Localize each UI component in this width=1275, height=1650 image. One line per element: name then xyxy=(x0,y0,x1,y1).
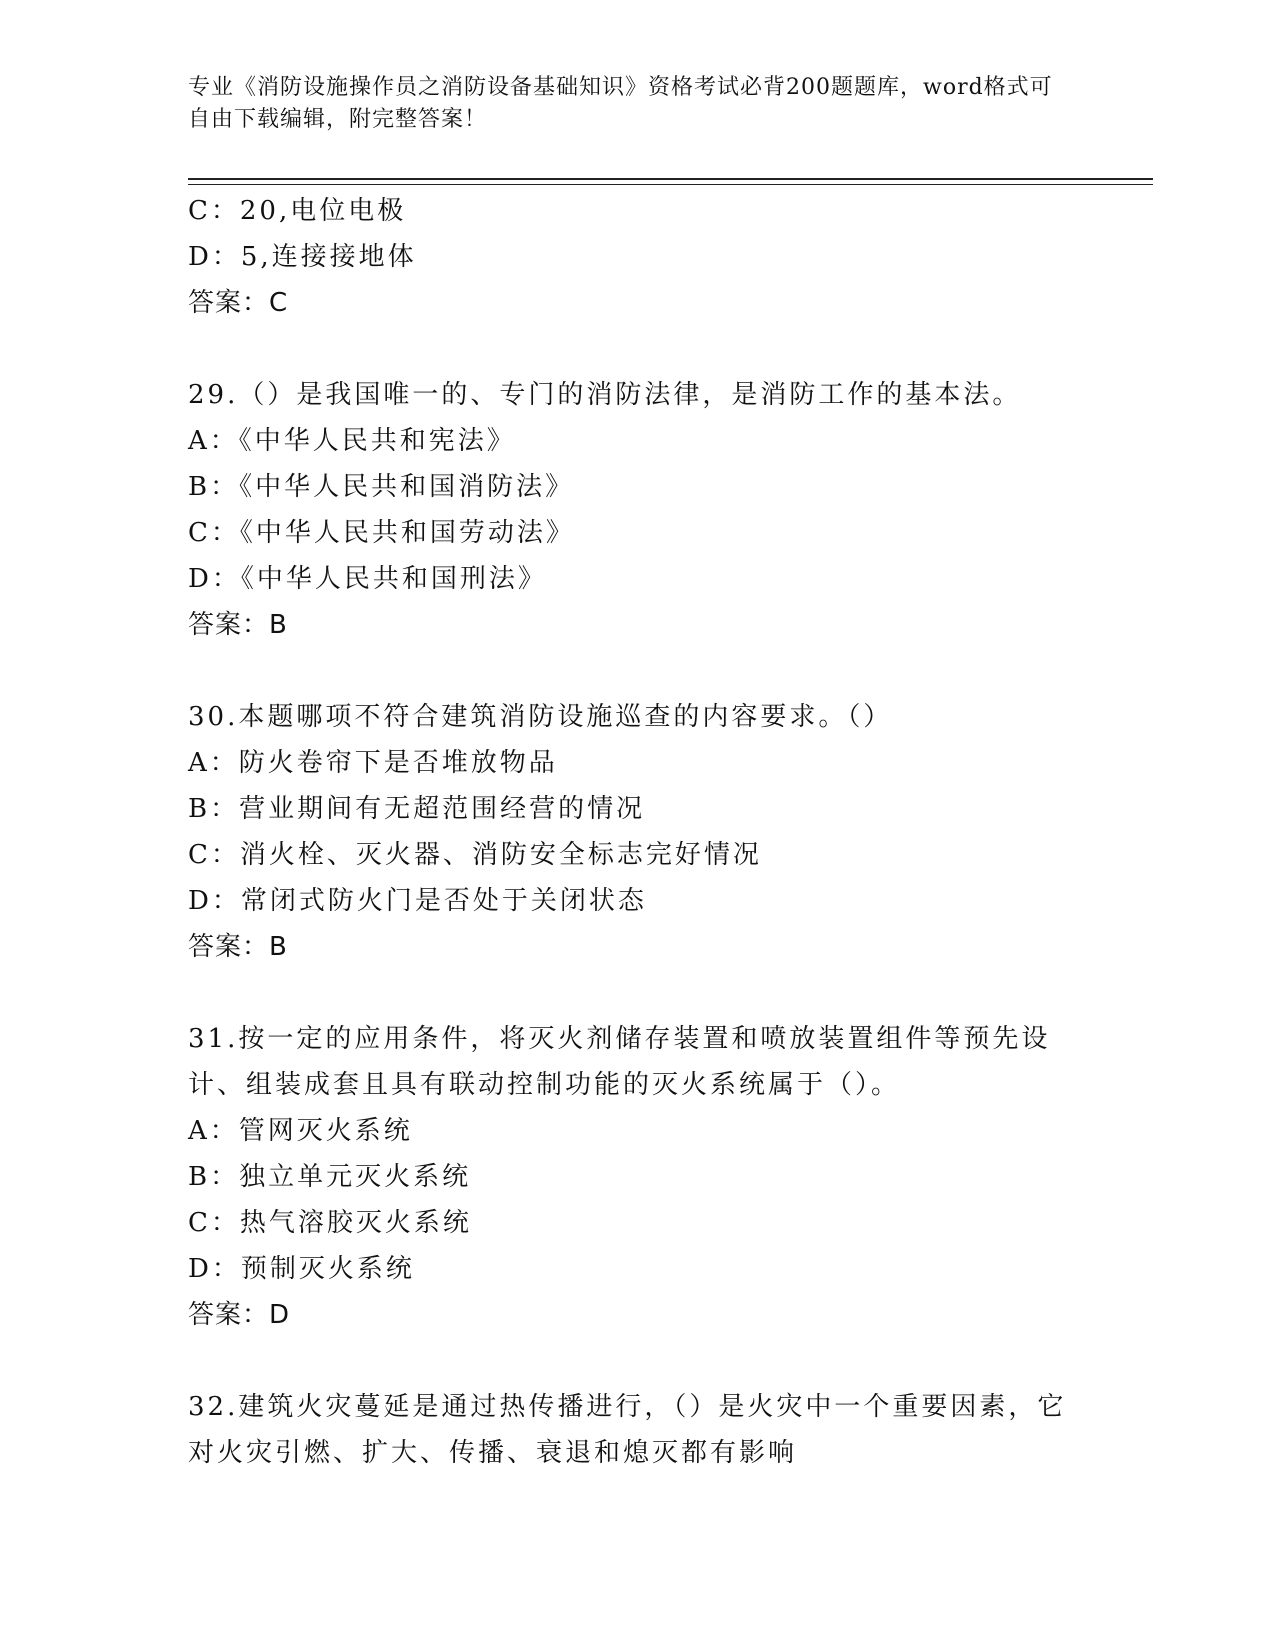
option-a: A：防火卷帘下是否堆放物品 xyxy=(188,748,558,778)
option-b: B：独立单元灭火系统 xyxy=(188,1162,472,1192)
spacer xyxy=(188,648,1088,694)
question-stem: 30.本题哪项不符合建筑消防设施巡查的内容要求。（） xyxy=(188,702,893,732)
header-divider xyxy=(188,178,1153,185)
option-d: D：常闭式防火门是否处于关闭状态 xyxy=(188,886,647,916)
document-header: 专业《消防设施操作员之消防设备基础知识》资格考试必背200题题库，word格式可自由下载编辑，附完整答案！ xyxy=(188,75,1053,132)
option-b: B：《中华人民共和国消防法》 xyxy=(188,472,575,502)
question-31 xyxy=(188,1016,1088,1338)
answer-line: 答案：B xyxy=(188,610,288,640)
option-a: A：《中华人民共和宪法》 xyxy=(188,426,516,456)
answer-line: 答案：C xyxy=(188,288,289,318)
option-c: C：《中华人民共和国劳动法》 xyxy=(188,518,575,548)
question-stem: 31.按一定的应用条件，将灭火剂储存装置和喷放装置组件等预先设计、组装成套且具有联动控制功能的灭火系统属于（）。 xyxy=(188,1024,1051,1100)
option-a: A：管网灭火系统 xyxy=(188,1116,413,1146)
option-c: C：20,电位电极 xyxy=(188,196,407,226)
question-30 xyxy=(188,694,1088,970)
option-d: D：《中华人民共和国刑法》 xyxy=(188,564,547,594)
option-d: D：5,连接接地体 xyxy=(188,242,417,272)
question-29 xyxy=(188,372,1088,648)
option-c: C：消火栓、灭火器、消防安全标志完好情况 xyxy=(188,840,762,870)
option-c: C：热气溶胶灭火系统 xyxy=(188,1208,472,1238)
spacer xyxy=(188,326,1088,372)
question-32 xyxy=(188,1384,1088,1476)
spacer xyxy=(188,970,1088,1016)
answer-line: 答案：B xyxy=(188,932,288,962)
option-b: B：营业期间有无超范围经营的情况 xyxy=(188,794,646,824)
answer-line: 答案：D xyxy=(188,1300,291,1330)
question-stem: 29.（）是我国唯一的、专门的消防法律，是消防工作的基本法。 xyxy=(188,380,1022,410)
spacer xyxy=(188,1338,1088,1384)
document-body xyxy=(188,188,1088,1476)
question-stem: 32.建筑火灾蔓延是通过热传播进行，（）是火灾中一个重要因素，它对火灾引燃、扩大、传播、衰退和熄灭都有影响 xyxy=(188,1392,1067,1468)
option-d: D：预制灭火系统 xyxy=(188,1254,415,1284)
